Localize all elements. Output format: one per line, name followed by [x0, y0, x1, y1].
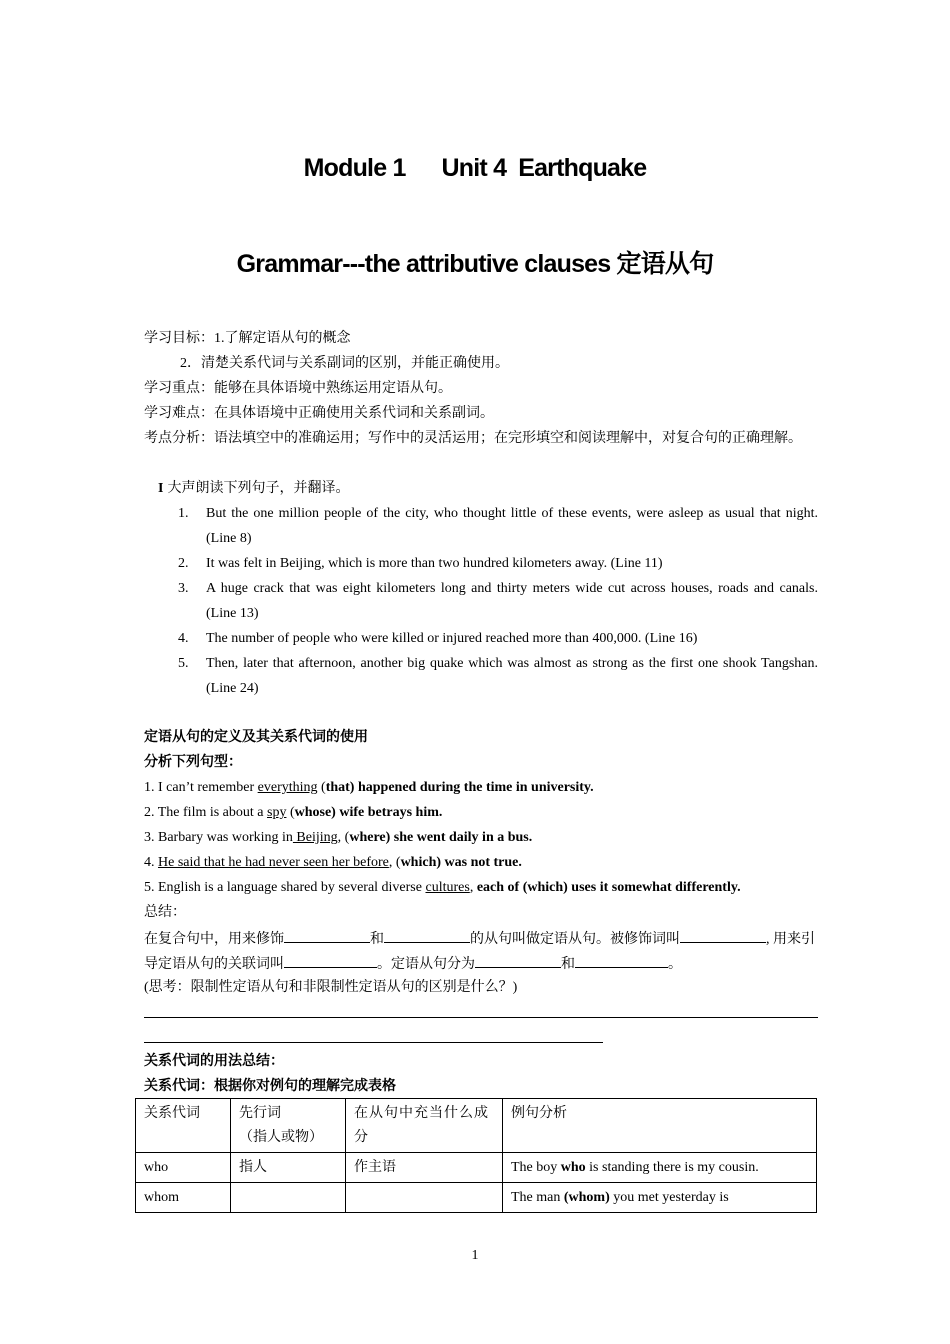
header-pronoun: 关系代词 [144, 1106, 200, 1121]
header-antecedent: 先行词 [239, 1106, 281, 1121]
example-sentence-3 [144, 828, 532, 848]
section-1-heading [158, 479, 349, 499]
sentence-text: ( [317, 780, 326, 795]
fill-blank[interactable] [475, 953, 561, 968]
example-text: is standing there is my cousin. [585, 1160, 759, 1175]
summary-text: 导定语从句的关联词叫 [144, 957, 284, 972]
example-text: The boy [511, 1160, 561, 1175]
fill-blank[interactable] [284, 928, 370, 943]
module-title [0, 154, 950, 183]
antecedent-cell[interactable] [231, 1183, 346, 1213]
section-2-heading: 定语从句的定义及其关系代词的使用 [144, 730, 368, 745]
sentence-text: 4. [144, 855, 158, 870]
grammar-subtitle: Grammar---the attributive clauses 定语从句 [236, 250, 714, 278]
example-sentence-5 [144, 878, 741, 898]
sentence-item: Then, later that afternoon, another big quake which was almost as strong as the first one shook Tangshan. (Line 24) [206, 656, 818, 696]
item-number: 3. [178, 581, 189, 596]
sentence-text: , ( [337, 830, 350, 845]
sentence-text: 5. English is a language shared by several diverse [144, 880, 426, 895]
antecedent: everything [257, 780, 318, 795]
sentence-text: , ( [388, 855, 401, 870]
sentence-item: But the one million people of the city, who thought little of these events, were asleep as usual that night. (Line 8) [206, 506, 818, 546]
antecedent: spy [267, 805, 287, 820]
header-cell [346, 1099, 503, 1153]
relative-clause: each of (which) uses it somewhat differently. [476, 880, 741, 895]
summary-fill-line-2 [144, 953, 682, 975]
section-1-marker: I [158, 481, 164, 496]
item-number: 2. [178, 556, 189, 571]
example-pronoun: (whom) [563, 1190, 610, 1205]
relative-pronoun-table [135, 1098, 817, 1213]
sentence-item: A huge crack that was eight kilometers long and thirty meters wide cut across houses, roads and canals. (Line 13) [206, 581, 818, 621]
sentence-text: 3. Barbary was working in [144, 830, 293, 845]
section-3-heading: 关系代词的用法总结： [144, 1054, 284, 1069]
summary-label: 总结： [144, 905, 186, 920]
example-pronoun: who [560, 1160, 586, 1175]
relative-clause: whose) wife betrays him. [294, 805, 443, 820]
item-number: 4. [178, 631, 189, 646]
sentence-text: , [469, 880, 477, 895]
antecedent: He said that he had never seen her before [158, 855, 389, 870]
relative-clause: which) was not true. [400, 855, 522, 870]
unit-label: Unit 4 [441, 154, 507, 182]
header-example: 例句分析 [511, 1106, 567, 1121]
module-label: Module 1 [303, 154, 406, 182]
example-sentence-1 [144, 778, 594, 798]
learning-goal-1: 学习目标：1.了解定语从句的概念 [144, 331, 351, 346]
table-row [136, 1183, 817, 1213]
antecedent: cultures [425, 880, 470, 895]
header-cell [503, 1099, 817, 1153]
sentence-text: ( [286, 805, 295, 820]
fill-blank[interactable] [680, 928, 766, 943]
summary-text: 和 [370, 932, 384, 947]
fill-blank[interactable] [284, 953, 377, 968]
sentence-item: It was felt in Beijing, which is more than two hundred kilometers away. (Line 11) [206, 556, 663, 571]
example-cell [503, 1183, 817, 1213]
header-cell [136, 1099, 231, 1153]
pronoun-cell: whom [136, 1183, 231, 1213]
learning-difficulty: 学习难点：在具体语境中正确使用关系代词和关系副词。 [144, 406, 494, 421]
think-question: (思考：限制性定语从句和非限制性定语从句的区别是什么？) [144, 980, 518, 995]
relative-clause: that) happened during the time in university. [325, 780, 594, 795]
fill-blank[interactable] [575, 953, 668, 968]
summary-text: , 用来引 [766, 932, 815, 947]
learning-goal-2: 2．清楚关系代词与关系副词的区别，并能正确使用。 [180, 356, 509, 371]
summary-fill-line-1 [144, 928, 815, 950]
sentence-item: The number of people who were killed or injured reached more than 400,000. (Line 16) [206, 631, 698, 646]
antecedent-cell[interactable]: 指人 [231, 1153, 346, 1183]
section-3-subheading: 关系代词：根据你对例句的理解完成表格 [144, 1079, 396, 1094]
header-role: 在从句中充当什么成分 [354, 1106, 489, 1145]
summary-text: 。 [668, 957, 682, 972]
sentence-text: 2. The film is about a [144, 805, 267, 820]
table-row [136, 1153, 817, 1183]
header-cell [231, 1099, 346, 1153]
example-sentence-2 [144, 803, 442, 823]
example-text: you met yesterday is [609, 1190, 729, 1205]
summary-text: 和 [561, 957, 575, 972]
exam-analysis: 考点分析：语法填空中的准确运用；写作中的灵活运用；在完形填空和阅读理解中，对复合句的正确理解。 [144, 431, 802, 446]
example-sentence-4 [144, 853, 522, 873]
summary-text: 。定语从句分为 [377, 957, 475, 972]
role-cell[interactable] [346, 1183, 503, 1213]
example-cell [503, 1153, 817, 1183]
topic-label: Earthquake [518, 154, 647, 182]
header-antecedent-note: （指人或物） [239, 1130, 323, 1145]
page-number: 1 [471, 1248, 479, 1263]
example-text: The man [511, 1190, 564, 1205]
antecedent: Beijing [292, 830, 338, 845]
item-number: 5. [178, 656, 189, 671]
summary-text: 在复合句中，用来修饰 [144, 932, 284, 947]
sentence-text: 1. I can’t remember [144, 780, 258, 795]
item-number: 1. [178, 506, 189, 521]
answer-line[interactable] [144, 1017, 818, 1018]
pronoun-cell: who [136, 1153, 231, 1183]
section-2-subheading: 分析下列句型： [144, 755, 242, 770]
relative-clause: where) she went daily in a bus. [349, 830, 533, 845]
role-cell[interactable]: 作主语 [346, 1153, 503, 1183]
section-1-heading-text: 大声朗读下列句子，并翻译。 [167, 481, 350, 496]
learning-focus: 学习重点：能够在具体语境中熟练运用定语从句。 [144, 381, 452, 396]
fill-blank[interactable] [384, 928, 470, 943]
summary-text: 的从句叫做定语从句。被修饰词叫 [470, 932, 680, 947]
answer-line[interactable] [144, 1042, 603, 1043]
table-header-row [136, 1099, 817, 1153]
